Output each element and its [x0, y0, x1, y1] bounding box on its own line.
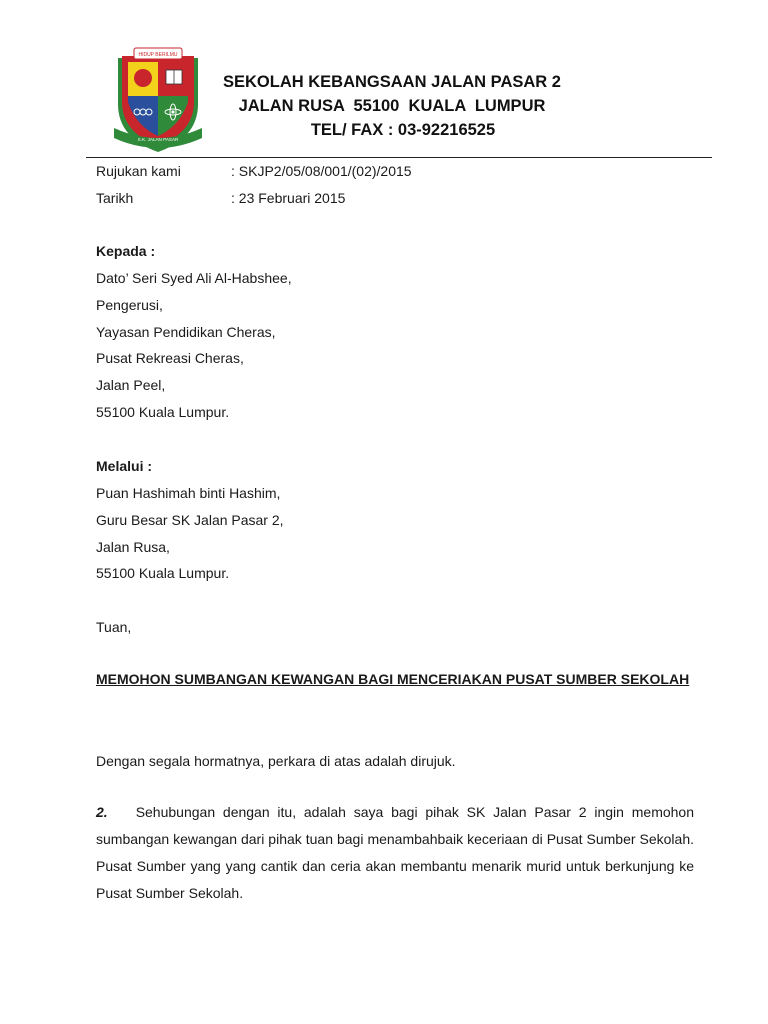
date-label: Tarikh — [96, 190, 134, 206]
recipient-line: Yayasan Pendidikan Cheras, — [96, 324, 276, 340]
recipient-line: 55100 Kuala Lumpur. — [96, 404, 230, 420]
letterhead-divider — [86, 157, 712, 158]
reference-value: : SKJP2/05/08/001/(02)/2015 — [231, 163, 412, 179]
paragraph-number: 2. — [96, 804, 108, 820]
crest-motto-top: HIDUP BERILMU — [138, 52, 178, 58]
date-value: : 23 Februari 2015 — [231, 190, 346, 206]
recipient-line: Pengerusi, — [96, 297, 163, 313]
recipient-heading: Kepada : — [96, 243, 156, 259]
body-paragraph-2 — [96, 799, 694, 907]
salutation: Tuan, — [96, 619, 132, 635]
recipient-line: Jalan Peel, — [96, 377, 166, 393]
reference-label: Rujukan kami — [96, 163, 181, 179]
letterhead — [206, 70, 578, 142]
recipient-line: Dato’ Seri Syed Ali Al-Habshee, — [96, 270, 292, 286]
recipient-line: Pusat Rekreasi Cheras, — [96, 350, 244, 366]
via-line: Puan Hashimah binti Hashim, — [96, 485, 281, 501]
school-crest-logo — [112, 46, 204, 154]
letter-subject: MEMOHON SUMBANGAN KEWANGAN BAGI MENCERIAKAN PUSAT SUMBER SEKOLAH — [96, 671, 690, 687]
school-address: JALAN RUSA 55100 KUALA LUMPUR — [238, 97, 546, 115]
paragraph-text: Sehubungan dengan itu, adalah saya bagi pihak SK Jalan Pasar 2 ingin memohon sumbangan kewangan dari pihak tuan bagi menambahbaik keceriaan di Pusat Sumber Sekolah. Pusat Sumber yang yang cantik dan ceria akan membantu menarik murid untuk berkunjung ke Pusat Sumber Sekolah. — [96, 804, 694, 901]
school-name: SEKOLAH KEBANGSAAN JALAN PASAR 2 — [223, 73, 561, 91]
opening-paragraph: Dengan segala hormatnya, perkara di atas adalah dirujuk. — [96, 753, 456, 769]
school-phone: TEL/ FAX : 03-92216525 — [310, 121, 496, 139]
via-line: Jalan Rusa, — [96, 539, 170, 555]
via-line: Guru Besar SK Jalan Pasar 2, — [96, 512, 284, 528]
via-line: 55100 Kuala Lumpur. — [96, 565, 230, 581]
via-heading: Melalui : — [96, 458, 153, 474]
crest-ribbon-text: S.K. JALAN PASAR — [137, 137, 179, 142]
